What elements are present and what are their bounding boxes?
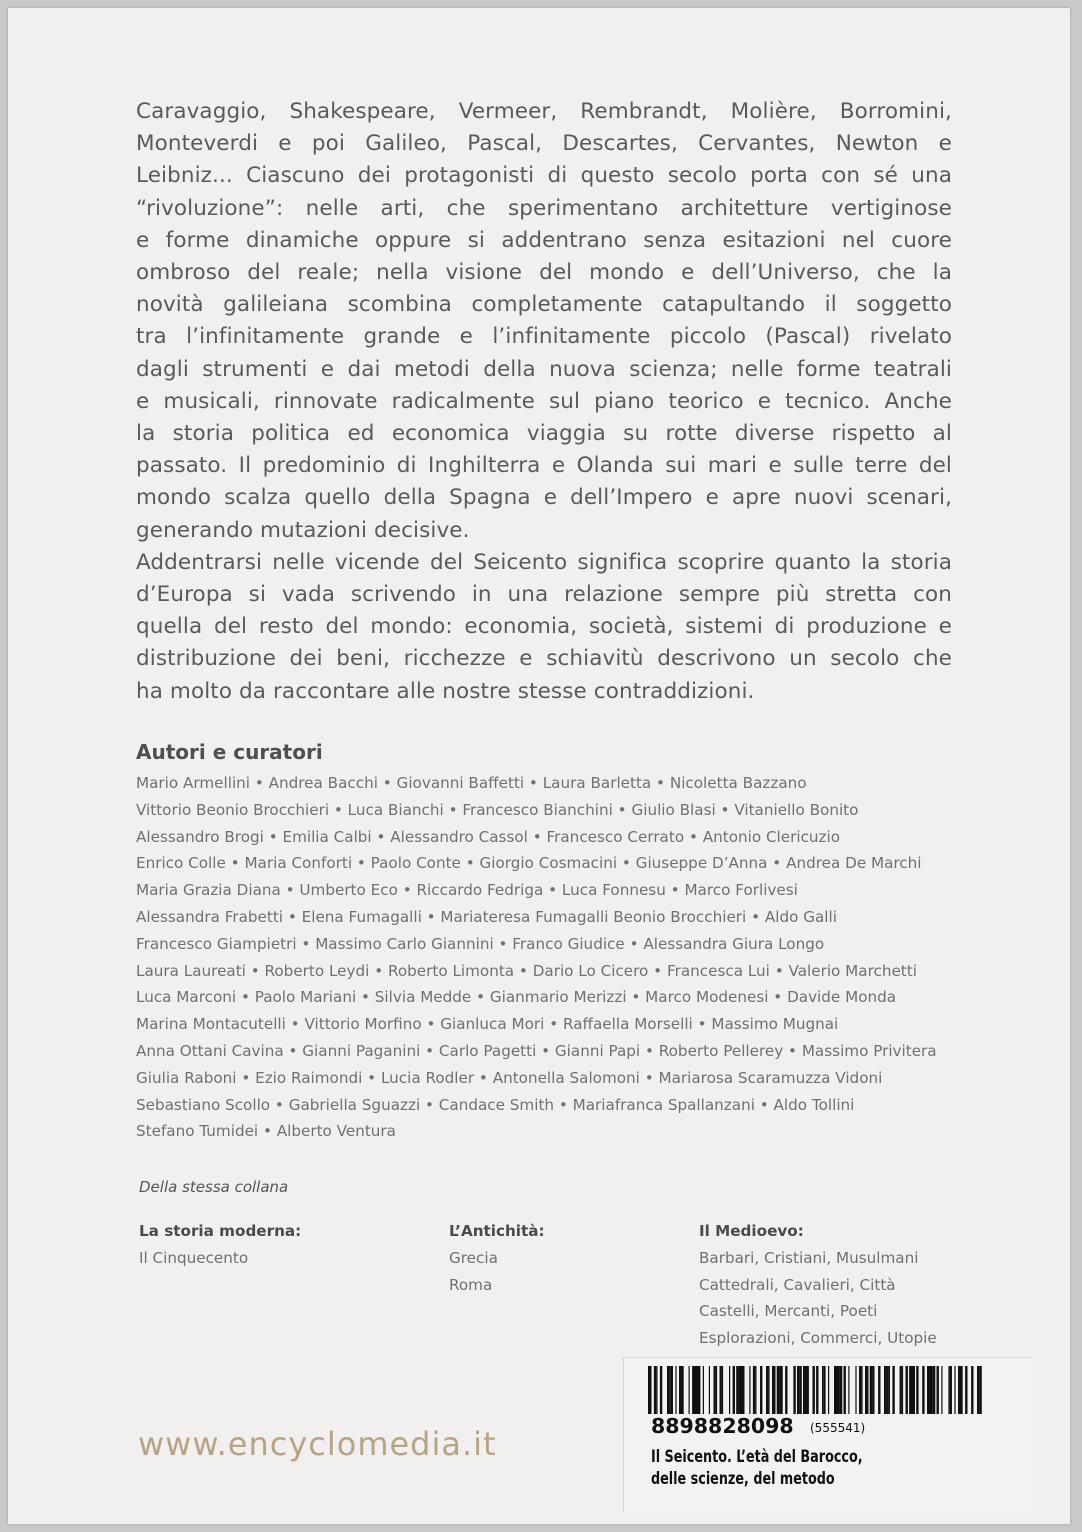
- authors-line: Luca Marconi • Paolo Mariani • Silvia Medde • Gianmario Merizzi • Marco Modenesi • Davide Monda: [136, 988, 897, 1007]
- barcode-bar: [892, 1366, 894, 1414]
- barcode-bar: [766, 1366, 768, 1414]
- barcode-bar: [813, 1366, 815, 1414]
- series-column-ancient: [449, 1218, 545, 1298]
- barcode-bar: [648, 1366, 652, 1414]
- description-line: distribuzione dei beni, ricchezze e schiavitù descrivono un secolo che: [136, 646, 952, 672]
- label-title-line: delle scienze, del metodo: [651, 1469, 835, 1488]
- barcode-bar: [654, 1366, 656, 1414]
- barcode-bar: [909, 1366, 911, 1414]
- product-code: (555541): [810, 1421, 866, 1435]
- barcode-bar: [870, 1366, 872, 1414]
- barcode-bar: [884, 1366, 886, 1414]
- barcode-bar: [900, 1366, 902, 1414]
- authors-line: Marina Montacutelli • Vittorio Morfino • Gianluca Mori • Raffaella Morselli • Massimo Mugnai: [136, 1015, 839, 1034]
- barcode-bar: [739, 1366, 741, 1414]
- barcode-bar: [714, 1366, 716, 1414]
- barcode-bar: [979, 1366, 981, 1414]
- barcode-bar: [660, 1366, 662, 1414]
- description-line: quella del resto del mondo: economia, società, sistemi di produzione e: [136, 614, 952, 640]
- authors-line: Anna Ottani Cavina • Gianni Paganini • Carlo Pagetti • Gianni Papi • Roberto Pellerey • Massimo Privitera: [136, 1041, 937, 1060]
- barcode-bar: [779, 1366, 781, 1414]
- barcode-bar: [886, 1366, 888, 1414]
- barcode-bar: [840, 1366, 842, 1414]
- series-item: Il Cinquecento: [139, 1248, 249, 1267]
- barcode-bar: [772, 1366, 776, 1414]
- authors-line: Maria Grazia Diana • Umberto Eco • Riccardo Fedriga • Luca Fonnesu • Marco Forlivesi: [136, 881, 798, 900]
- series-column-heading: Il Medioevo:: [699, 1222, 804, 1240]
- authors-line: Alessandra Frabetti • Elena Fumagalli • Mariateresa Fumagalli Beonio Brocchieri • Aldo Galli: [136, 907, 837, 926]
- book-back-cover: [8, 8, 1070, 1524]
- barcode-bar: [906, 1366, 908, 1414]
- barcode-bar: [669, 1366, 670, 1414]
- description-line: novità galileiana scombina completamente catapultando il soggetto: [136, 292, 952, 318]
- barcode-bar: [922, 1366, 924, 1414]
- authors-list: [136, 770, 956, 1145]
- barcode-bar: [749, 1366, 750, 1414]
- description-line: generando mutazioni decisive.: [136, 517, 470, 543]
- series-item: Barbari, Cristiani, Musulmani: [699, 1248, 919, 1267]
- description-line: Addentrarsi nelle vicende del Seicento significa scoprire quanto la storia: [136, 549, 952, 575]
- series-item: Roma: [449, 1275, 493, 1294]
- description-line: tra l’infinitamente grande e l’infinitamente piccolo (Pascal) rivelato: [136, 324, 952, 350]
- authors-line: Alessandro Brogi • Emilia Calbi • Alessandro Cassol • Francesco Cerrato • Antonio Clericuzio: [136, 827, 841, 846]
- barcode-bar: [692, 1366, 694, 1414]
- barcode-bar: [709, 1366, 710, 1414]
- barcode-bar: [760, 1366, 762, 1414]
- description-line: d’Europa si vada scrivendo in una relazione sempre più stretta con: [136, 582, 952, 608]
- barcode-bar: [954, 1366, 955, 1414]
- barcode-bar: [878, 1366, 880, 1414]
- barcode-bar: [916, 1366, 918, 1414]
- barcode-bar: [675, 1366, 676, 1414]
- barcode-bar: [937, 1366, 939, 1414]
- description-line: “rivoluzione”: nelle arti, che sperimentano architetture vertiginose: [136, 195, 952, 221]
- authors-line: Laura Laureati • Roberto Leydi • Roberto Limonta • Dario Lo Cicero • Francesca Lui • Valerio Marchetti: [136, 961, 917, 980]
- isbn-number: 8898828098: [651, 1414, 794, 1438]
- barcode-bar: [977, 1366, 979, 1414]
- series-column-medieval: [699, 1218, 937, 1352]
- barcode-bar: [865, 1366, 869, 1414]
- description-line: passato. Il predominio di Inghilterra e Olanda sui mari e sulle terre del: [136, 453, 952, 479]
- barcode-bar: [844, 1366, 846, 1414]
- description-line: dagli strumenti e dai metodi della nuova scienza; nelle forme teatrali: [136, 356, 952, 382]
- description-line: ha molto da raccontare alle nostre stesse contraddizioni.: [136, 678, 755, 704]
- series-item: Grecia: [449, 1248, 498, 1267]
- barcode-bar: [736, 1366, 738, 1414]
- description-line: ombroso del reale; nella visione del mondo e dell’Universo, che la: [136, 260, 952, 286]
- barcode-bar: [793, 1366, 795, 1414]
- barcode-bar: [733, 1366, 735, 1414]
- description-line: Caravaggio, Shakespeare, Vermeer, Rembrandt, Molière, Borromini,: [136, 99, 952, 124]
- barcode-bar: [859, 1366, 861, 1414]
- description: [136, 96, 952, 708]
- barcode-bar: [816, 1366, 818, 1414]
- barcode-bar: [855, 1366, 856, 1414]
- barcode-bar: [823, 1366, 825, 1414]
- authors-line: Vittorio Beonio Brocchieri • Luca Bianchi • Francesco Bianchini • Giulio Blasi • Vitaniello Bonito: [136, 800, 859, 819]
- barcode-bar: [933, 1366, 935, 1414]
- barcode-bar: [872, 1366, 874, 1414]
- series-item: Castelli, Mercanti, Poeti: [699, 1302, 878, 1321]
- description-line: Monteverdi e poi Galileo, Pascal, Descartes, Cervantes, Newton e: [136, 131, 952, 157]
- series-heading: Della stessa collana: [139, 1178, 289, 1196]
- barcode-bar: [768, 1366, 769, 1414]
- barcode-bar: [902, 1366, 903, 1414]
- barcode-bar: [965, 1366, 967, 1414]
- barcode-bar: [679, 1366, 683, 1414]
- authors-line: Stefano Tumidei • Alberto Ventura: [136, 1122, 396, 1141]
- barcode-bar: [941, 1366, 942, 1414]
- description-paragraph-2: [136, 547, 952, 708]
- label-title-line: Il Seicento. L’età del Barocco,: [651, 1447, 863, 1466]
- authors-line: Mario Armellini • Andrea Bacchi • Giovanni Baffetti • Laura Barletta • Nicoletta Bazzano: [136, 774, 807, 792]
- barcode-bar: [716, 1366, 717, 1414]
- description-line: e musicali, rinnovate radicalmente sul piano teorico e tecnico. Anche: [136, 388, 952, 414]
- barcode-bar: [803, 1366, 807, 1414]
- authors-line: Francesco Giampietri • Massimo Carlo Giannini • Franco Giudice • Alessandra Giura Longo: [136, 934, 825, 953]
- description-line: Leibniz... Ciascuno dei protagonisti di questo secolo porta con sé una: [136, 163, 952, 189]
- barcode-bar: [741, 1366, 745, 1414]
- series-item: Esplorazioni, Commerci, Utopie: [699, 1329, 937, 1348]
- barcode-bar: [722, 1366, 723, 1414]
- description-line: e forme dinamiche oppure si addentrano senza esitazioni nel cuore: [136, 227, 952, 253]
- barcode-bar: [785, 1366, 787, 1414]
- barcode-bar: [950, 1366, 952, 1414]
- barcode-bar: [695, 1366, 699, 1414]
- barcode-bar: [834, 1366, 838, 1414]
- barcode-bar: [948, 1366, 949, 1414]
- barcode-image: [648, 1366, 1028, 1414]
- series-column-heading: La storia moderna:: [139, 1222, 302, 1240]
- barcode-bar: [797, 1366, 799, 1414]
- barcode-bar: [838, 1366, 840, 1414]
- description-line: la storia politica ed economica viaggia su rotte diverse rispetto al: [136, 421, 952, 447]
- authors-line: Sebastiano Scollo • Gabriella Sguazzi • Candace Smith • Mariafranca Spallanzani • Aldo Tollini: [136, 1095, 855, 1114]
- barcode-bar: [958, 1366, 962, 1414]
- series-item: Cattedrali, Cavalieri, Città: [699, 1275, 896, 1294]
- barcode-bar: [828, 1366, 829, 1414]
- barcode-bar: [912, 1366, 916, 1414]
- series-column-modern: [139, 1218, 301, 1272]
- barcode-bar: [753, 1366, 755, 1414]
- barcode-bar: [931, 1366, 933, 1414]
- barcode-bar: [698, 1366, 700, 1414]
- description-line: mondo scalza quello della Spagna e dell’Impero e apre nuovi scenari,: [136, 485, 952, 511]
- barcode-bar: [689, 1366, 690, 1414]
- barcode-bar: [683, 1366, 684, 1414]
- barcode-bar: [720, 1366, 722, 1414]
- authors-heading: Autori e curatori: [136, 740, 323, 764]
- barcode-bar: [729, 1366, 730, 1414]
- barcode-bar: [848, 1366, 849, 1414]
- label-title: [651, 1446, 978, 1490]
- barcode-bar: [971, 1366, 973, 1414]
- barcode-bar: [782, 1366, 783, 1414]
- barcode-bar: [755, 1366, 756, 1414]
- publisher-website: www.encyclomedia.it: [138, 1425, 497, 1463]
- barcode-bar: [671, 1366, 673, 1414]
- barcode-bar: [861, 1366, 862, 1414]
- barcode-bar: [889, 1366, 890, 1414]
- barcode-bar: [822, 1366, 823, 1414]
- barcode-bar: [656, 1366, 657, 1414]
- barcode-bar: [667, 1366, 669, 1414]
- description-paragraph-1: [136, 96, 952, 547]
- barcode-bar: [927, 1366, 931, 1414]
- authors-line: Enrico Colle • Maria Conforti • Paolo Conte • Giorgio Cosmacini • Giuseppe D’Anna • Andrea De Marchi: [136, 854, 922, 873]
- barcode-bar: [777, 1366, 779, 1414]
- barcode-bar: [807, 1366, 809, 1414]
- barcode-label: [623, 1357, 1032, 1512]
- barcode-bar: [703, 1366, 704, 1414]
- barcode-bar: [962, 1366, 963, 1414]
- authors-line: Giulia Raboni • Ezio Raimondi • Lucia Rodler • Antonella Salomoni • Mariarosa Scaramuzza Vidoni: [136, 1068, 883, 1087]
- barcode-bar: [799, 1366, 801, 1414]
- series-column-heading: L’Antichità:: [449, 1222, 545, 1240]
